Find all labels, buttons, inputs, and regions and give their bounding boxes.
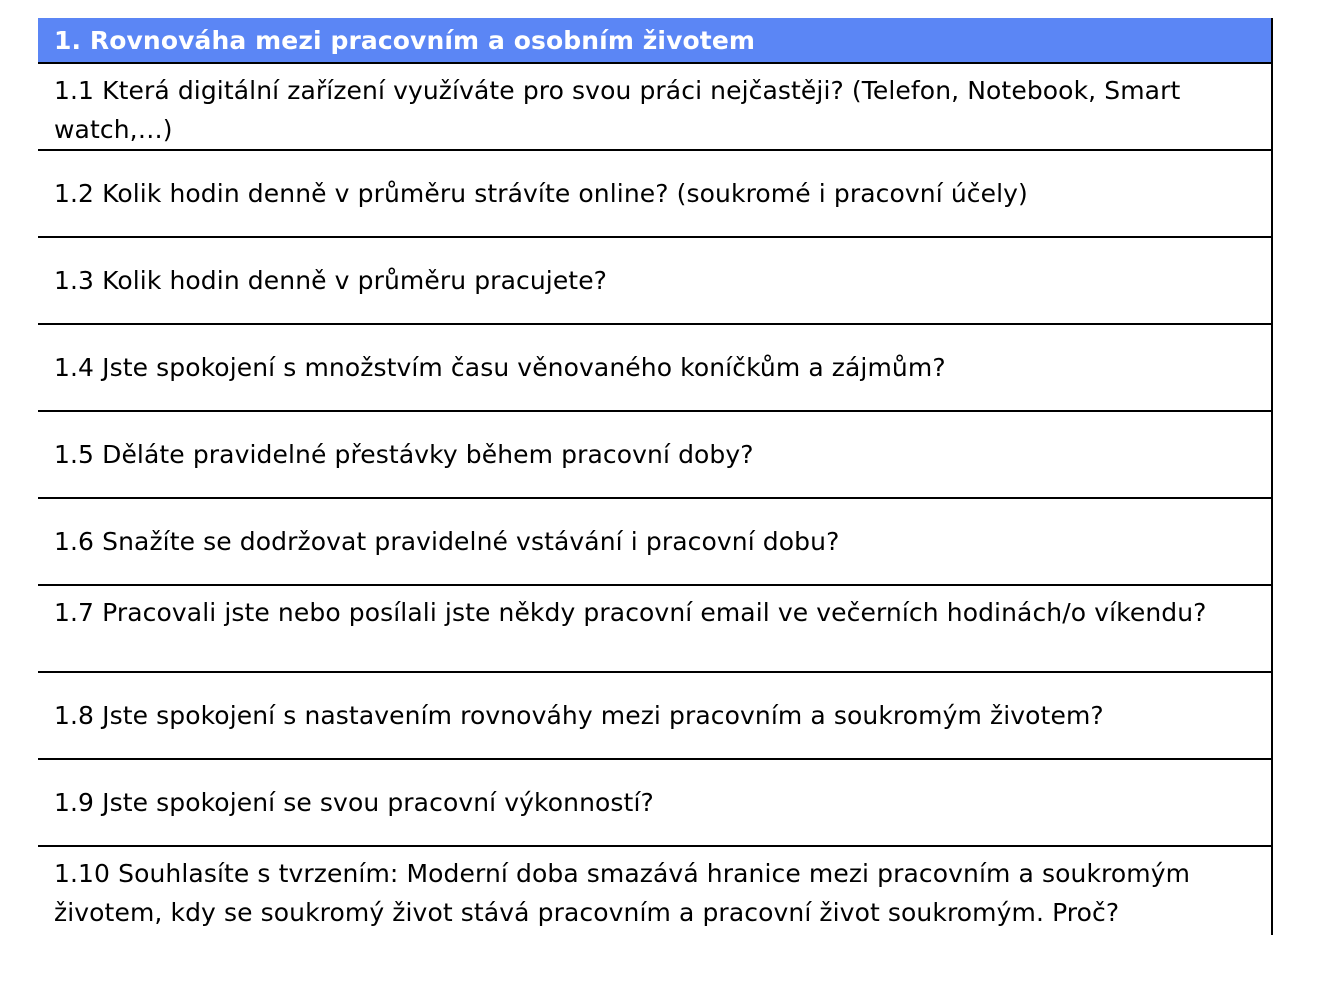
question-row-1-10 [38,847,1271,937]
section-title: 1. Rovnováha mezi pracovním a osobním životem [54,25,756,55]
question-text: 1.7 Pracovali jste nebo posílali jste někdy pracovní email ve večerních hodinách/o víkendu? [54,598,1207,627]
question-text: 1.1 Která digitální zařízení využíváte pro svou práci nejčastěji? (Telefon, Notebook, Smart watch,…) [54,76,1181,144]
question-row-1-4 [38,325,1271,412]
questionnaire-table [38,18,1273,935]
question-row-1-2 [38,151,1271,238]
question-row-1-9 [38,760,1271,847]
question-row-1-3 [38,238,1271,325]
section-header [38,18,1271,64]
question-row-1-7 [38,586,1271,673]
question-text: 1.2 Kolik hodin denně v průměru strávíte online? (soukromé i pracovní účely) [54,179,1028,208]
question-row-1-8 [38,673,1271,760]
question-text: 1.9 Jste spokojení se svou pracovní výkonností? [54,788,654,817]
question-row-1-6 [38,499,1271,586]
question-list [38,64,1271,937]
question-text: 1.3 Kolik hodin denně v průměru pracujete? [54,266,608,295]
question-text: 1.8 Jste spokojení s nastavením rovnováhy mezi pracovním a soukromým životem? [54,701,1104,730]
question-row-1-5 [38,412,1271,499]
question-text: 1.4 Jste spokojení s množstvím času věnovaného koníčkům a zájmům? [54,353,946,382]
question-text: 1.5 Děláte pravidelné přestávky během pracovní doby? [54,440,754,469]
question-row-1-1 [38,64,1271,151]
question-text: 1.6 Snažíte se dodržovat pravidelné vstávání i pracovní dobu? [54,527,840,556]
question-text: 1.10 Souhlasíte s tvrzením: Moderní doba smazává hranice mezi pracovním a soukromým životem, kdy se soukromý život stává pracovním a pracovní život soukromým. Proč? [54,859,1191,927]
